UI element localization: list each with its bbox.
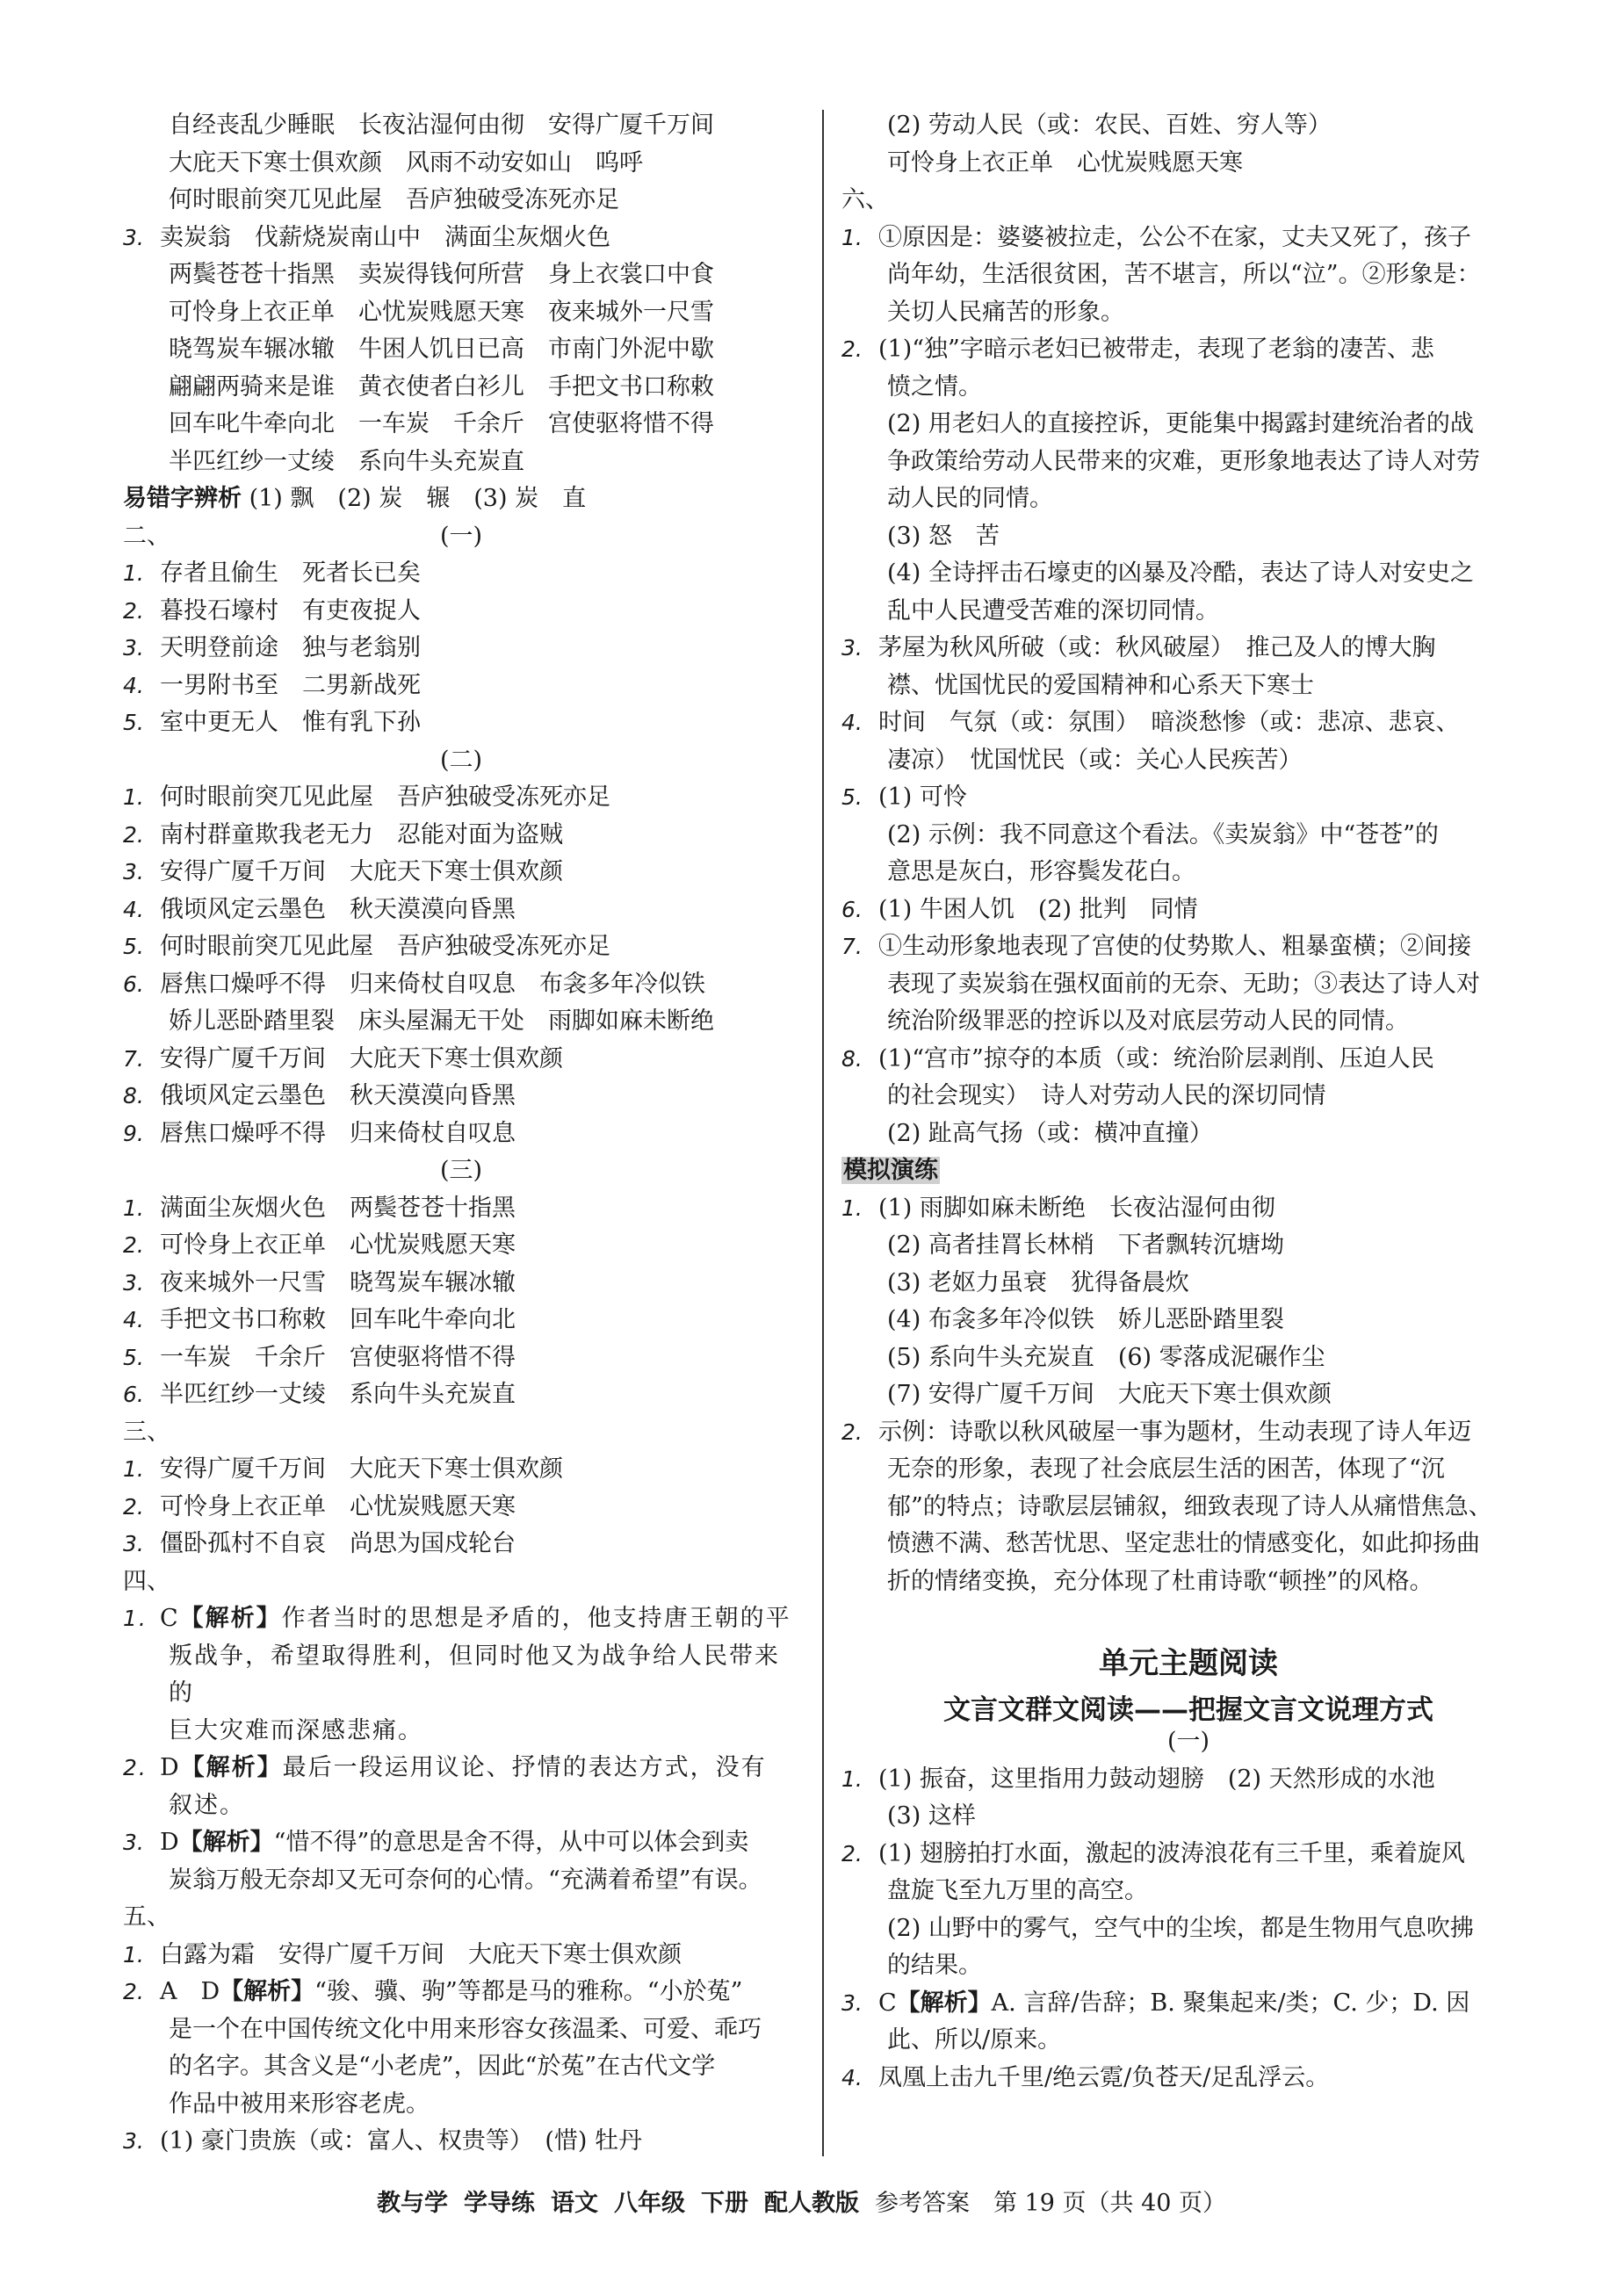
item-text: 安得广厦千万间 大庇天下寒士俱欢颜 [160,858,563,885]
answer-line: (2) 劳动人民（或：农民、百姓、穷人等） [887,112,1332,139]
footer-volume: 下册 [700,2190,748,2217]
answer-item [123,704,799,742]
answer-group-3 [123,1190,799,1414]
q6-2-part4: (4) 全诗抨击石壕吏的凶暴及冷酷，表达了诗人对安史之 乱中人民遭受苦难的深切同情。 [887,560,1474,625]
item-number: 5. [123,934,144,959]
column-divider [822,110,824,2156]
poem-line: 翩翩两骑来是谁 黄衣使者白衫儿 手把文书口称敕 [169,372,714,401]
answer-item [123,779,799,817]
q6-1: 1. ①原因是：婆婆被拉走，公公不在家，丈夫又死了，孩子 尚年幼，生活很贫困，苦不堪言，所以“泣”。②形象是： 关切人民痛苦的形象。 [841,223,1481,326]
q6-8: 8. (1)“宫市”掠夺的本质（或：统治阶层剥削、压迫人民 的社会现实） 诗人对劳动人民的深切同情 [841,1044,1434,1109]
item-text: 手把文书口称敕 回车叱牛牵向北 [160,1306,516,1333]
poem-line: 大庇天下寒士俱欢颜 风雨不动安如山 呜呼 [169,148,643,177]
answer-item [123,1302,799,1339]
q6-8-part2: (2) 趾高气扬（或：横冲直撞） [887,1119,1213,1147]
u2-part2: (2) 山野中的雾气，空气中的尘埃，都是生物用气息吹拂 的结果。 [887,1914,1474,1979]
answer-item [123,1451,799,1489]
q6-6: 6. (1) 牛困人饥 (2) 批判 同情 [841,895,1198,923]
q6-2-part3: (3) 怒 苦 [887,522,1000,550]
q4-1: 1. C【解析】作者当时的思想是矛盾的，他支持唐王朝的平 叛战争，希望取得胜利，但同时他又为战争给人民带来的 巨大灾难而深感悲痛。 [123,1605,791,1744]
u1: 1. (1) 振奋，这里指用力鼓动翅膀 (2) 天然形成的水池 [841,1765,1435,1793]
item-text: 俄顷风定云墨色 秋天漠漠向昏黑 [160,1082,516,1109]
item-text: 室中更无人 惟有乳下孙 [160,709,421,736]
q4-2: 2. D【解析】最后一段运用议论、抒情的表达方式，没有 叙述。 [123,1754,767,1819]
answer-item [123,593,799,631]
yicuo-label: 易错字辨析 [123,485,242,512]
poem-line: 可怜身上衣正单 心忧炭贱愿天寒 夜来城外一尺雪 [169,298,714,326]
section-5-label: 五、 [123,1903,170,1931]
item-number: 4. [123,896,144,922]
item-text: 何时眼前突兀见此屋 吾庐独破受冻死亦足 [160,783,610,811]
u1-part3: (3) 这样 [887,1802,976,1830]
item-text: 存者且偷生 死者长已矣 [160,560,421,587]
answer-item [123,1265,799,1303]
item-number: 2. [123,821,144,848]
item-text: 何时眼前突兀见此屋 吾庐独破受冻死亦足 [160,933,610,960]
right-column [841,107,1535,2097]
item-text: 暮投石壕村 有吏夜捉人 [160,596,421,625]
subsection-2: (二) [439,746,483,774]
q6-5-part2: (2) 示例：我不同意这个看法。《卖炭翁》中“苍苍”的 意思是灰白，形容鬓发花白。 [887,820,1439,885]
answer-item [123,854,799,892]
answer-item [123,817,799,855]
answer-continuation: 娇儿恶卧踏里裂 床头屋漏无干处 雨脚如麻未断绝 [169,1007,714,1035]
m1-rest [841,1227,1535,1414]
item-number: 1. [123,1195,144,1221]
poem-line: 回车叱牛牵向北 一车炭 千余斤 宫使驱将惜不得 [169,410,714,437]
answer-item [123,630,799,668]
item-number: 4. [123,672,144,698]
answer-group-4 [123,1451,799,1563]
poem-line: 两鬓苍苍十指黑 卖炭得钱何所营 身上衣裳口中食 [169,261,714,288]
poem3-first-line: 3. 卖炭翁 伐薪烧炭南山中 满面尘灰烟火色 [123,223,610,251]
subsection-3: (三) [439,1157,483,1184]
poem-line: 何时眼前突兀见此屋 吾庐独破受冻死亦足 [169,186,619,213]
answer-item [123,1339,799,1377]
q5-1: 1. 白露为霜 安得广厦千万间 大庇天下寒士俱欢颜 [123,1940,682,1968]
yicuo-line: 易错字辨析 (1) 飘 (2) 炭 辗 (3) 炭 直 [123,485,587,512]
answer-line: (4) 布衾多年冷似铁 娇儿恶卧踏里裂 [887,1306,1284,1333]
footer-edition: 配人教版 [763,2190,859,2217]
item-number: 2. [123,1232,144,1258]
m2: 2. 示例：诗歌以秋风破屋一事为题材，生动表现了诗人年迈 无奈的形象，表现了社会底层生活的困苦，体现了“沉 郁”的特点；诗歌层层铺叙，细致表现了诗人从痛惜焦急、 愤懑不满、愁苦忧思、坚定悲壮的情感变化，如此抑扬曲 折的情绪变换，充分体现了杜甫诗歌“顿挫”的风格。 [841,1418,1492,1595]
item-number: 7. [123,1045,144,1072]
footer-page-info: 参考答案 第 19 页（共 40 页） [874,2190,1227,2217]
item-text: 可怜身上衣正单 心忧炭贱愿天寒 [160,1231,516,1259]
u4: 4. 凤凰上击九千里/绝云霓/负苍天/足乱浮云。 [841,2063,1330,2091]
answer-item [123,1078,799,1116]
item-number: 9. [123,1120,144,1146]
unit-title: 单元主题阅读 [1099,1646,1278,1681]
item-number: 4. [123,1307,144,1332]
answer-group-1 [123,555,799,742]
answer-line: (7) 安得广厦千万间 大庇天下寒士俱欢颜 [887,1381,1332,1408]
carry-over-block [841,107,1535,182]
section-6-label: 六、 [841,186,889,213]
q6-2: 2. (1)“独”字暗示老妇已被带走，表现了老翁的凄苦、悲 愤之情。 [841,336,1434,401]
u3: 3. C【解析】A. 言辞/告辞；B. 聚集起来/类；C. 少；D. 因 此、所以/原来。 [841,1989,1470,2054]
section-3-label: 三、 [123,1418,170,1446]
u2: 2. (1) 翅膀拍打水面，激起的波涛浪花有三千里，乘着旋风 盘旋飞至九万里的高空。 [841,1839,1465,1904]
item-number: 3. [123,635,144,661]
item-text: 天明登前途 独与老翁别 [160,634,421,661]
poem-line: 自经丧乱少睡眠 长夜沾湿何由彻 安得广厦千万间 [169,112,714,139]
q4-3: 3. D【解析】“惜不得”的意思是舍不得，从中可以体会到卖 炭翁万般无奈却又无可奈何的心情。“充满着希望”有误。 [123,1829,762,1894]
moni-heading [841,1152,1535,1190]
item-text: 安得广厦千万间 大庇天下寒士俱欢颜 [160,1455,563,1483]
item-text: 夜来城外一尺雪 晓驾炭车辗冰辙 [160,1268,516,1296]
answer-item [123,966,799,1004]
answer-item [123,1376,799,1414]
page-footer [0,2185,1603,2223]
answer-line: 可怜身上衣正单 心忧炭贱愿天寒 [887,148,1243,177]
item-text: 可怜身上衣正单 心忧炭贱愿天寒 [160,1492,516,1520]
poem1-block [123,107,799,220]
item-number: 5. [123,710,144,735]
item-number: 1. [123,784,144,810]
answer-line: (5) 系向牛头充炭直 (6) 零落成泥碾作尘 [887,1343,1325,1371]
answer-item [123,1227,799,1265]
q6-4: 4. 时间 气氛（或：氛围） 暗淡愁惨（或：悲凉、悲哀、 凄凉） 忧国忧民（或：关心人民疾苦） [841,709,1460,774]
answer-item [123,1190,799,1228]
q6-2-part2: (2) 用老妇人的直接控诉，更能集中揭露封建统治者的战 争政策给劳动人民带来的灾难，更形象地表达了诗人对劳 动人民的同情。 [887,410,1480,512]
answer-item [123,1041,799,1079]
poem-line: 晓驾炭车辗冰辙 牛困人饥日已高 市南门外泥中歇 [169,336,714,363]
answer-item [123,1489,799,1527]
item-number: 8. [123,1083,144,1108]
answer-item [123,668,799,705]
footer-brand: 教与学 [376,2190,448,2217]
item-number: 2. [123,597,144,624]
moni-label: 模拟演练 [843,1157,938,1184]
answer-item [123,1526,799,1563]
item-text: 俄顷风定云墨色 秋天漠漠向昏黑 [160,895,516,923]
answer-line: (3) 老妪力虽衰 犹得备晨炊 [887,1268,1189,1296]
answer-item [123,892,799,929]
item-number: 2. [123,1493,144,1520]
item-number: 6. [123,1382,144,1407]
item-number: 1. [123,1456,144,1482]
subsection-1: (一) [439,522,483,550]
item-number: 1. [123,560,144,586]
answer-line: (2) 高者挂罥长林梢 下者飘转沉塘坳 [887,1231,1284,1259]
q5-2: 2. A D【解析】“骏、骥、驹”等都是马的雅称。“小於菟” 是一个在中国传统文化中用来形容女孩温柔、可爱、乖巧 的名字。其含义是“小老虎”，因此“於菟”在古代文学 作品中被用来形容老虎。 [123,1978,762,2118]
section-4-label: 四、 [123,1567,170,1595]
q6-7: 7. ①生动形象地表现了宫使的仗势欺人、粗暴蛮横；②间接 表现了卖炭翁在强权面前的无奈、无助；③表达了诗人对 统治阶级罪恶的控诉以及对底层劳动人民的同情。 [841,933,1480,1035]
section-2-label: 二、 [123,522,170,550]
item-number: 5. [123,1344,144,1370]
unit-subsection: (一) [1166,1728,1210,1755]
item-text: 唇焦口燥呼不得 归来倚杖自叹息 布衾多年冷似铁 [160,970,705,998]
footer-series: 学导练 [463,2190,535,2217]
answer-item [123,1116,799,1153]
q5-3: 3. (1) 豪门贵族（或：富人、权贵等） (惜) 牡丹 [123,2127,642,2155]
item-number: 3. [123,859,144,884]
item-text: 南村群童欺我老无力 忍能对面为盗贼 [160,820,563,848]
answer-group-2 [123,779,799,1003]
footer-grade: 八年级 [613,2190,685,2217]
item-text: 安得广厦千万间 大庇天下寒士俱欢颜 [160,1044,563,1072]
item-text: 一男附书至 二男新战死 [160,671,421,699]
item-number: 3. [123,1269,144,1296]
item-text: 满面尘灰烟火色 两鬓苍苍十指黑 [160,1194,516,1222]
m1: 1. (1) 雨脚如麻未断绝 长夜沾湿何由彻 [841,1194,1275,1222]
item-text: 一车炭 千余斤 宫使驱将惜不得 [160,1343,516,1371]
item-text: 唇焦口燥呼不得 归来倚杖自叹息 [160,1119,516,1147]
item-number: 6. [123,971,144,997]
left-column [123,107,799,2161]
q6-5: 5. (1) 可怜 [841,783,967,811]
item-text: 僵卧孤村不自哀 尚思为国戍轮台 [160,1530,516,1557]
item-text: 半匹红纱一丈绫 系向牛头充炭直 [160,1381,516,1408]
footer-subject: 语文 [550,2190,598,2217]
item-number: 3. [123,1531,144,1556]
poem-line: 半匹红纱一丈绫 系向牛头充炭直 [169,447,524,475]
answer-item [123,555,799,593]
poem3-block [123,256,799,480]
unit-subtitle: 文言文群文阅读——把握文言文说理方式 [943,1694,1433,1726]
answer-group-2b [123,1041,799,1153]
answer-item [123,928,799,966]
q6-3: 3. 茅屋为秋风所破（或：秋风破屋） 推己及人的博大胸 襟、忧国忧民的爱国精神和心系天下寒士 [841,634,1436,699]
